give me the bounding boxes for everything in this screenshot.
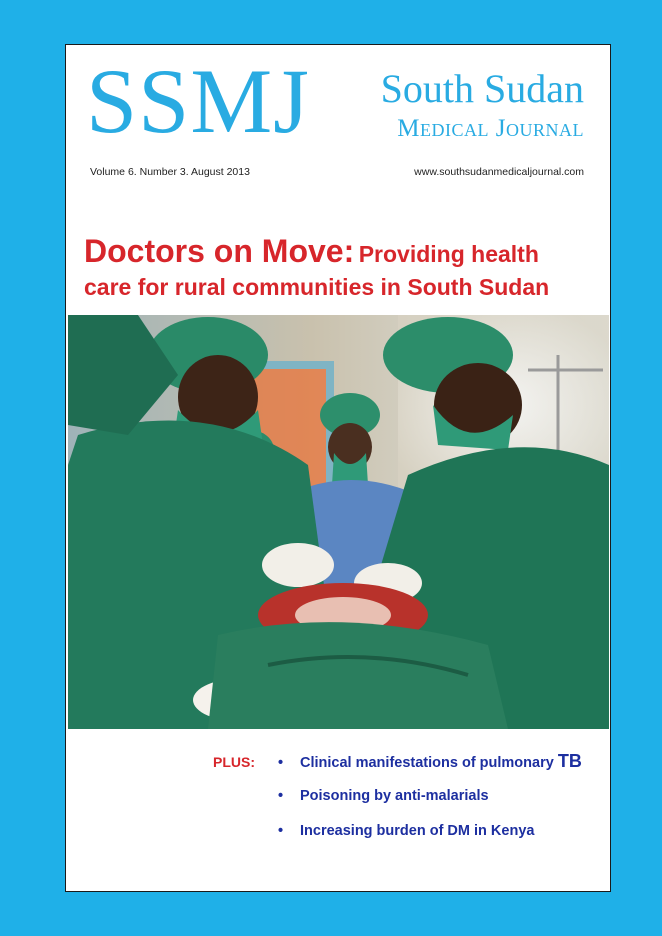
journal-name-line1: South Sudan [380, 66, 584, 111]
headline-lead: Doctors on Move: [84, 233, 355, 269]
bullet-icon: • [278, 788, 284, 804]
cover-headline [84, 233, 594, 301]
list-item [278, 747, 582, 782]
article-title: Increasing burden of DM in Kenya [300, 823, 535, 839]
journal-name-line2: Medical Journal [397, 115, 584, 142]
cover-photo-surgery [68, 315, 609, 729]
bullet-icon: • [278, 823, 284, 839]
article-emphasis: TB [557, 751, 582, 771]
journal-name [380, 66, 584, 143]
plus-article-list [278, 747, 582, 852]
journal-acronym-logo: SSMJ [86, 50, 310, 152]
journal-website: www.southsudanmedicaljournal.com [414, 166, 584, 178]
bullet-icon: • [278, 755, 284, 771]
headline-line2: care for rural communities in South Sudan [84, 274, 550, 300]
article-title: Poisoning by anti-malarials [300, 788, 489, 804]
plus-label: PLUS: [213, 754, 255, 770]
issue-volume-info: Volume 6. Number 3. August 2013 [90, 166, 250, 178]
headline-line1: Providing health [358, 241, 539, 267]
article-title: Clinical manifestations of pulmonary [300, 755, 554, 771]
list-item [278, 817, 582, 852]
journal-cover [65, 44, 611, 892]
list-item [278, 782, 582, 817]
